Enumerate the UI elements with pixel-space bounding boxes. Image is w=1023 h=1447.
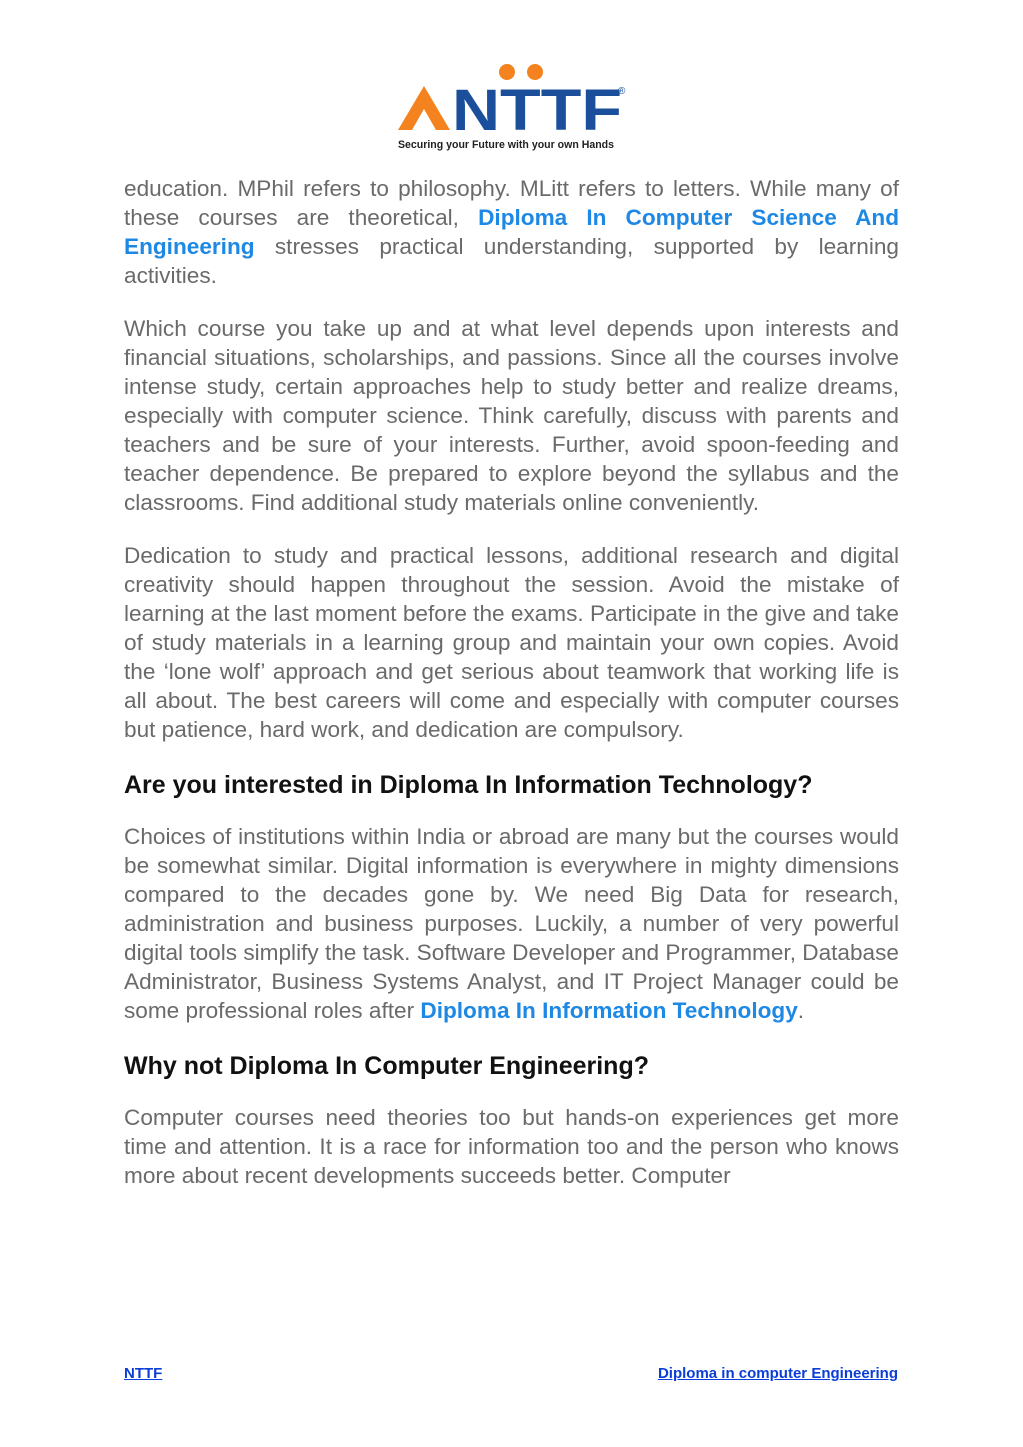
nttf-logo xyxy=(394,62,630,154)
paragraph-4 xyxy=(124,822,899,1025)
heading-information-technology: Are you interested in Diploma In Information Technology? xyxy=(124,771,813,799)
paragraph-1-text-before: education. MPhil refers to philosophy. MLitt refers to letters. While many of these courses are theoretical, xyxy=(124,176,899,230)
paragraph-1 xyxy=(124,174,899,290)
paragraph-3: Dedication to study and practical lessons, additional research and digital creativity should happen throughout the session. Avoid the mistake of learning at the last moment before the exams. Participate in the give and take of study materials in a learning group and maintain your own copies. Avoid the ‘lone wolf’ approach and get serious about teamwork that working life is all about. The best careers will come and especially with computer courses but patience, hard work, and dedication are compulsory. xyxy=(124,543,899,742)
document-body xyxy=(124,174,899,1214)
logo-triangle xyxy=(398,86,450,130)
logo-registered-mark: ® xyxy=(618,86,626,97)
paragraph-5: Computer courses need theories too but hands-on experiences get more time and attention. It is a race for information too and the person who knows more about recent developments succeeds better. Computer xyxy=(124,1105,899,1188)
paragraph-2: Which course you take up and at what level depends upon interests and financial situations, scholarships, and passions. Since all the courses involve intense study, certain approaches help to study better and realize dreams, especially with computer science. Think carefully, discuss with parents and teachers and be sure of your interests. Further, avoid spoon-feeding and teacher dependence. Be prepared to explore beyond the syllabus and the classrooms. Find additional study materials online conveniently. xyxy=(124,316,899,515)
logo-text: NTTF xyxy=(452,78,622,143)
footer-link-nttf[interactable]: NTTF xyxy=(124,1365,163,1382)
footer-link-diploma-computer-engineering[interactable]: Diploma in computer Engineering xyxy=(657,1365,898,1382)
paragraph-4-text-before: Choices of institutions within India or abroad are many but the courses would be somewhat similar. Digital information is everywhere in mighty dimensions compared to the decades gone by. We need Big Data for research, administration and business purposes. Luckily, a number of very powerful digital tools simplify the task. Software Developer and Programmer, Database Administrator, Business Systems Analyst, and IT Project Manager could be some professional roles after xyxy=(124,824,899,1023)
link-diploma-information-technology[interactable]: Diploma In Information Technology xyxy=(420,998,798,1023)
link-diploma-computer-science[interactable]: Diploma In Computer Science And Engineering xyxy=(124,205,900,259)
logo-graphic xyxy=(394,62,630,154)
heading-computer-engineering: Why not Diploma In Computer Engineering? xyxy=(124,1052,649,1080)
page-footer xyxy=(124,1365,898,1387)
paragraph-4-text-after: . xyxy=(797,998,805,1023)
logo-tagline: Securing your Future with your own Hands xyxy=(398,139,614,151)
paragraph-1-text-after: stresses practical understanding, supported by learning activities. xyxy=(124,234,899,288)
